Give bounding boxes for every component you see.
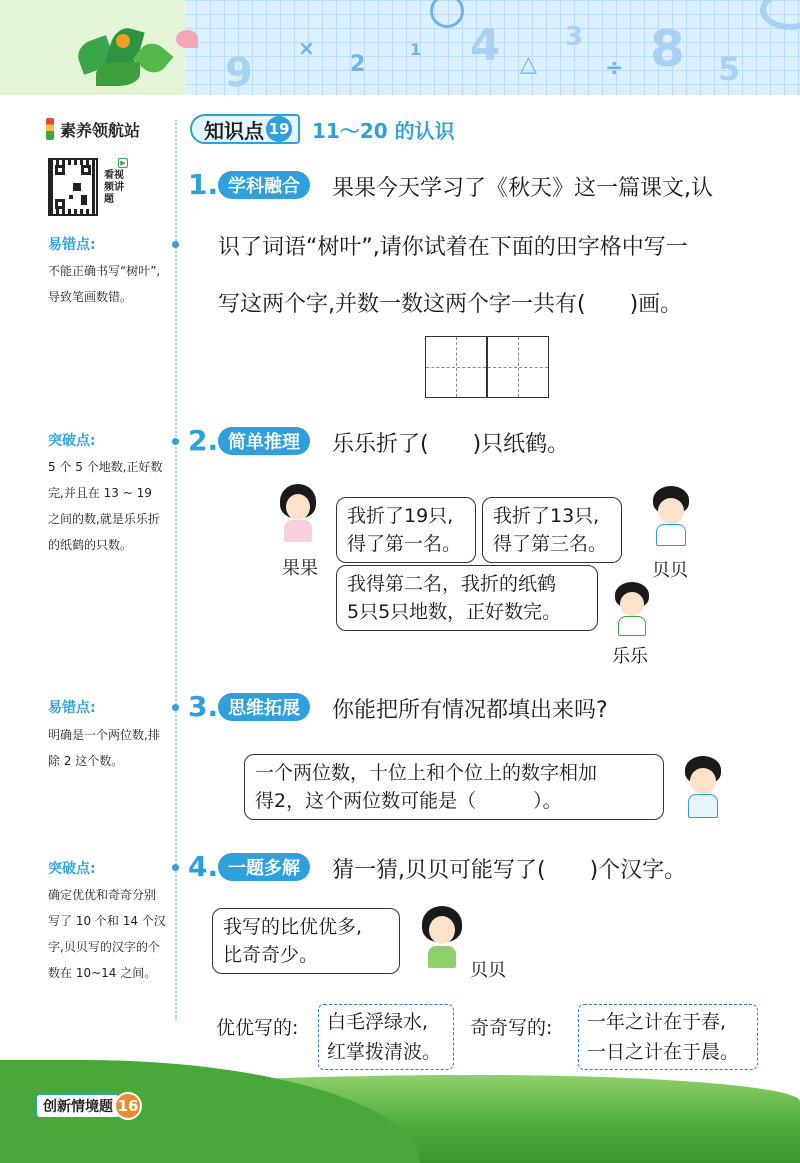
question-number: 4. xyxy=(188,850,219,883)
poem-line: 白毛浮绿水, xyxy=(327,1011,429,1033)
deco-number: 1 xyxy=(410,40,422,59)
deco-symbol: ÷ xyxy=(605,56,624,81)
poem-box-qiqi xyxy=(578,1004,758,1070)
leaf-icon xyxy=(96,62,140,86)
lighthouse-icon xyxy=(46,118,54,140)
sidebar-dot xyxy=(172,438,179,445)
deco-number: 3 xyxy=(565,22,584,52)
bubble-line: 得了第三名。 xyxy=(493,533,608,555)
qr-dot xyxy=(69,195,73,199)
flower-icon xyxy=(116,34,130,48)
brand-label: 素养领航站 xyxy=(60,120,141,140)
poem-line: 一日之计在于晨。 xyxy=(587,1041,740,1063)
character-name: 贝贝 xyxy=(652,560,688,581)
leaf-decoration xyxy=(0,0,185,95)
note-head-1: 易错点: xyxy=(48,237,96,253)
note-head-4: 突破点: xyxy=(48,861,96,877)
question-text: 乐乐折了( )只纸鹤。 xyxy=(332,432,570,457)
note-head-2: 突破点: xyxy=(48,433,96,449)
bubble-line: 我折了19只, xyxy=(347,505,454,527)
deco-number: 8 xyxy=(650,20,685,78)
question-tag: 简单推理 xyxy=(218,427,310,455)
qr-finder xyxy=(55,165,65,175)
footer-section-label: 创新情境题 xyxy=(36,1094,120,1118)
note-body-1: 不能正确书写“树叶”,导致笔画数错。 xyxy=(48,264,161,304)
question-number: 2. xyxy=(188,424,219,457)
boy-avatar xyxy=(682,756,724,826)
question-text: 果果今天学习了《秋天》这一篇课文,认 xyxy=(332,176,713,201)
header-banner xyxy=(0,0,800,95)
play-icon: ▶ xyxy=(118,158,128,168)
butterfly-icon xyxy=(176,30,198,48)
question-text: 写这两个字,并数一数这两个字一共有( )画。 xyxy=(218,292,683,317)
qr-finder xyxy=(55,199,65,209)
topic-number: 19 xyxy=(266,116,292,142)
question-number: 1. xyxy=(188,168,219,201)
girl-avatar xyxy=(278,484,318,554)
sidebar-dot xyxy=(172,864,179,871)
note-body-3: 明确是一个两位数,排除 2 这个数。 xyxy=(48,728,160,768)
topic-pill xyxy=(190,114,300,144)
deco-number: 9 xyxy=(225,50,253,95)
bubble-line: 5只5只地数，正好数完。 xyxy=(347,601,562,623)
circle-icon xyxy=(430,0,464,28)
sidebar-divider xyxy=(175,120,177,1020)
bubble-line: 比奇奇少。 xyxy=(223,944,319,966)
page-number: 16 xyxy=(114,1092,142,1120)
writing-grid-cell[interactable] xyxy=(487,336,549,398)
boy-avatar xyxy=(612,582,652,642)
question-tag: 思维拓展 xyxy=(218,693,310,721)
speech-bubble-q3 xyxy=(244,754,664,820)
bubble-line: 我得第二名，我折的纸鹤 xyxy=(347,573,557,595)
bubble-line: 我写的比优优多, xyxy=(223,916,363,938)
qr-dot xyxy=(73,183,81,191)
topic-prefix: 知识点 xyxy=(204,118,264,143)
note-head-3: 易错点: xyxy=(48,700,96,716)
character-name: 贝贝 xyxy=(470,960,506,981)
deco-number: 5 xyxy=(718,50,741,88)
question-tag: 学科融合 xyxy=(218,171,310,199)
deco-number: 4 xyxy=(470,20,501,71)
sidebar-dot xyxy=(172,704,179,711)
brand-title xyxy=(46,115,140,143)
question-text: 你能把所有情况都填出来吗? xyxy=(332,698,608,723)
speech-bubble-q4 xyxy=(212,908,400,974)
qr-finder xyxy=(81,165,91,175)
character-name: 乐乐 xyxy=(612,646,648,667)
poem-box-youyou xyxy=(318,1004,454,1070)
writing-grid-cell[interactable] xyxy=(425,336,487,398)
qiqi-label: 奇奇写的: xyxy=(470,1017,553,1039)
bubble-line: 得了第一名。 xyxy=(347,533,462,555)
speech-bubble-lele xyxy=(336,565,598,631)
topic-title: 11～20 的认识 xyxy=(312,118,455,143)
bubble-line: 我折了13只, xyxy=(493,505,600,527)
note-body-2: 5 个 5 个地数,正好数完,并且在 13 ~ 19 之间的数,就是乐乐折的纸鹤的只数。 xyxy=(48,460,163,552)
sidebar-dot xyxy=(172,241,179,248)
circle-icon xyxy=(760,0,800,30)
poem-line: 红掌拨清波。 xyxy=(327,1041,442,1063)
qr-dot xyxy=(81,195,87,205)
question-number: 3. xyxy=(188,690,219,723)
note-body-4: 确定优优和奇奇分别写了 10 个和 14 个汉字,贝贝写的汉字的个数在 10~14 之间。 xyxy=(48,888,166,980)
qr-caption: 看视频讲题 xyxy=(104,170,124,205)
deco-symbol: × xyxy=(298,36,315,60)
question-tag: 一题多解 xyxy=(218,853,310,881)
triangle-icon: △ xyxy=(520,52,537,77)
boy-avatar xyxy=(650,486,692,556)
character-name: 果果 xyxy=(282,558,318,579)
bubble-line: 一个两位数，十位上和个位上的数字相加 xyxy=(255,762,598,784)
youyou-label: 优优写的: xyxy=(216,1017,299,1039)
speech-bubble-guoguo xyxy=(336,497,476,563)
qr-code[interactable] xyxy=(48,158,98,216)
girl-avatar xyxy=(420,906,464,976)
bubble-line: 得2，这个两位数可能是（ ）。 xyxy=(255,790,562,812)
speech-bubble-beibei xyxy=(482,497,622,563)
qr-pattern xyxy=(55,165,91,209)
poem-line: 一年之计在于春, xyxy=(587,1011,727,1033)
question-text: 识了词语“树叶”,请你试着在下面的田字格中写一 xyxy=(218,235,688,260)
deco-number: 2 xyxy=(350,52,366,77)
question-text: 猜一猜,贝贝可能写了( )个汉字。 xyxy=(332,858,687,883)
topic-header xyxy=(190,112,455,146)
